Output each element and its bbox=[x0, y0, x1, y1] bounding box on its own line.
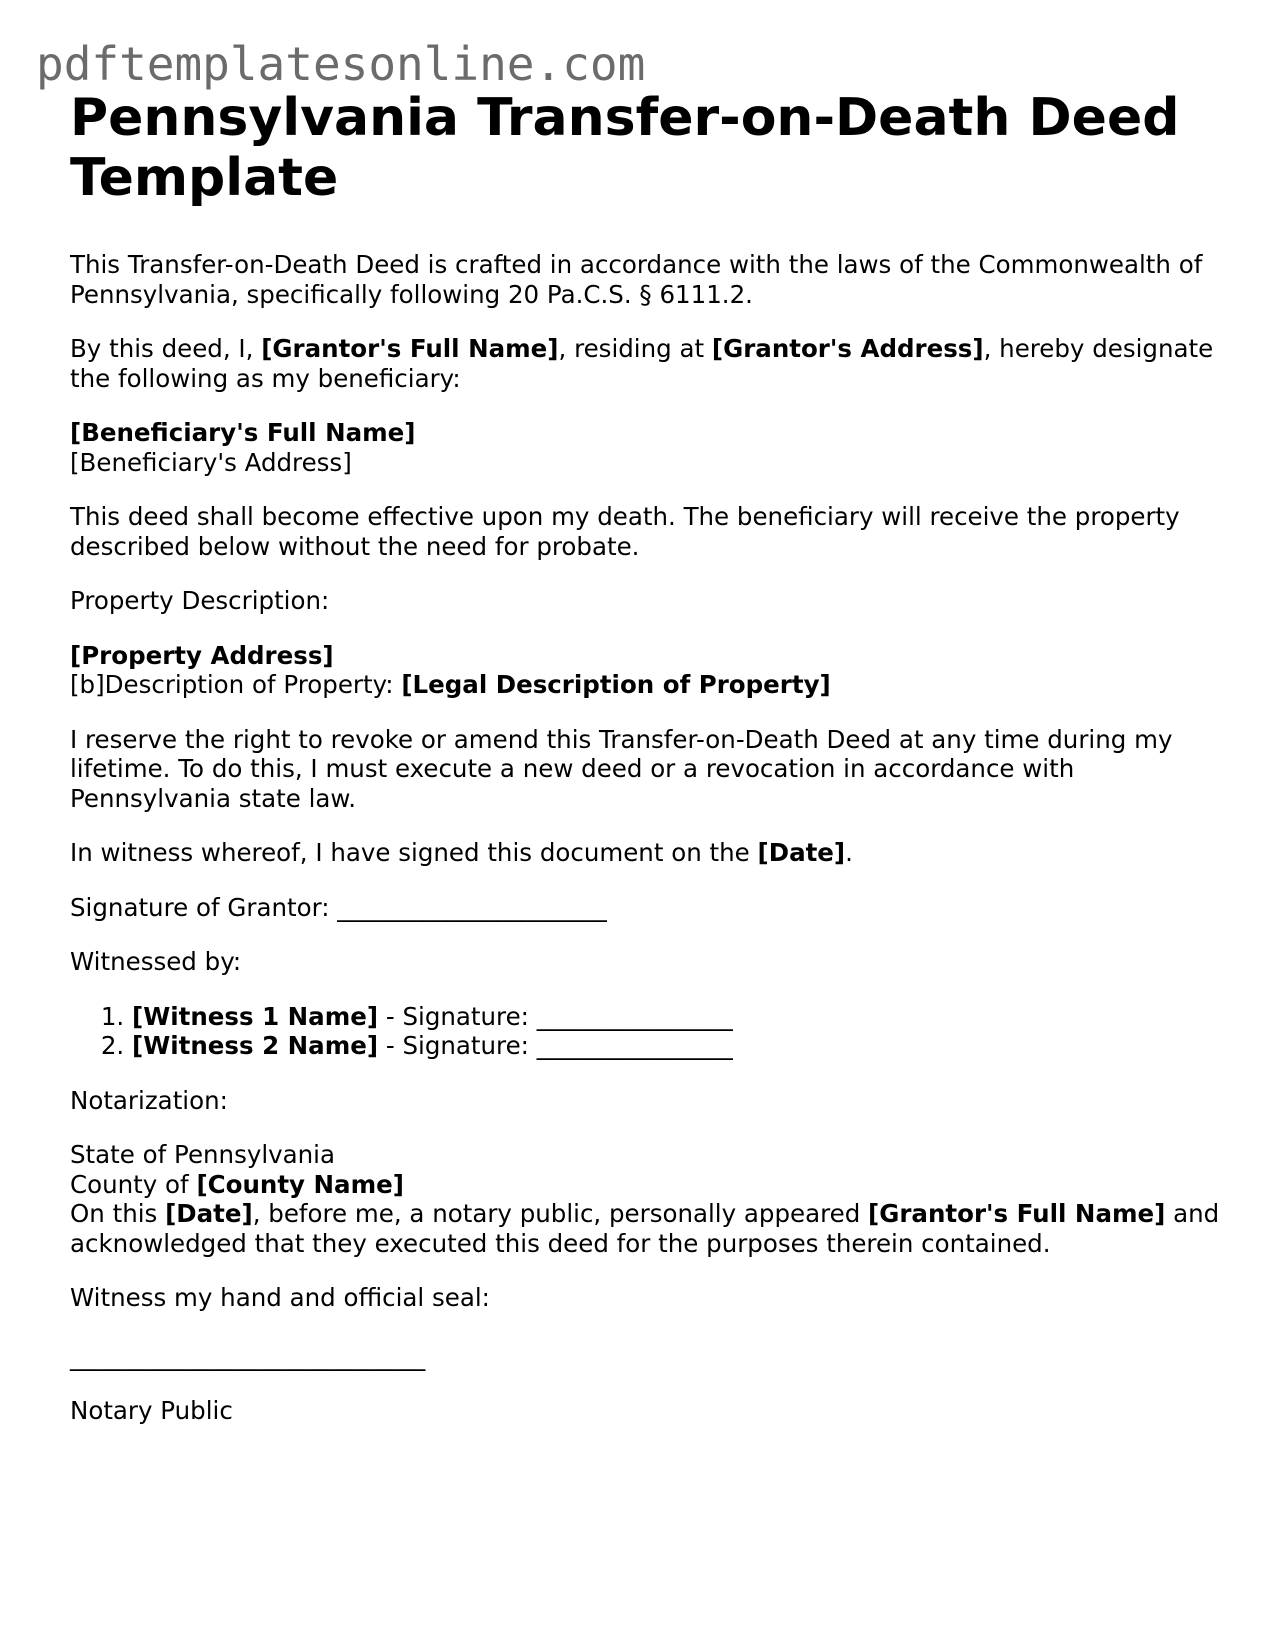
list-item bbox=[132, 1031, 1220, 1061]
date-placeholder: [Date] bbox=[757, 838, 846, 867]
beneficiary-block bbox=[70, 418, 1220, 477]
intro-paragraph: This Transfer-on-Death Deed is crafted in accordance with the laws of the Commonwealth of Pennsylvania, specifically following 20 Pa.C.S. § 6111.2. bbox=[70, 250, 1203, 309]
property-block bbox=[70, 641, 1220, 700]
revocation-paragraph: I reserve the right to revoke or amend this Transfer-on-Death Deed at any time during my lifetime. To do this, I must execute a new deed or a revocation in accordance with Pennsylvania state law. bbox=[70, 724, 1173, 813]
witness-name-placeholder: [Witness 2 Name] bbox=[132, 1031, 379, 1060]
legal-description-placeholder: [Legal Description of Property] bbox=[401, 670, 831, 699]
grantor-address-placeholder: [Grantor's Address] bbox=[711, 334, 984, 363]
beneficiary-name-placeholder: [Beneficiary's Full Name] bbox=[70, 418, 416, 447]
seal-line: Witness my hand and official seal: bbox=[70, 1283, 490, 1312]
witness-signature-line: - Signature: ________________ bbox=[378, 1031, 733, 1060]
county-name-placeholder: [County Name] bbox=[196, 1169, 404, 1199]
designation-paragraph: By this deed, I, [Grantor's Full Name], residing at [Grantor's Address], hereby designate the following as my beneficiary: bbox=[70, 334, 1214, 393]
grantor-signature-line: Signature of Grantor: ______________________ bbox=[70, 892, 607, 922]
witness-name-placeholder: [Witness 1 Name] bbox=[132, 1001, 379, 1031]
property-address-placeholder: [Property Address] bbox=[70, 640, 334, 670]
notary-public-label: Notary Public bbox=[70, 1396, 233, 1425]
witness-clause: In witness whereof, I have signed this document on the [Date]. bbox=[70, 838, 853, 867]
witness-signature-line: - Signature: ________________ bbox=[378, 1001, 733, 1031]
grantor-name-placeholder: [Grantor's Full Name] bbox=[868, 1199, 1166, 1228]
list-item bbox=[132, 1002, 1220, 1032]
watermark-logo: pdftemplatesonline.com bbox=[36, 37, 646, 91]
notarization-block: State of Pennsylvania County of [County Name] On this [Date], before me, a notary public, personally appeared [Grantor's Full Name] and acknowledged that they executed this deed for the purposes therein contained. bbox=[70, 1140, 1220, 1258]
document-body bbox=[70, 88, 1220, 1426]
notary-signature-line: _____________________________ bbox=[70, 1341, 426, 1371]
witnessed-by-label: Witnessed by: bbox=[70, 947, 242, 976]
document-title: Pennsylvania Transfer-on-Death Deed Template bbox=[70, 88, 1180, 208]
notarization-heading: Notarization: bbox=[70, 1085, 228, 1115]
beneficiary-address-placeholder: [Beneficiary's Address] bbox=[70, 447, 352, 477]
property-description-label: [b]Description of Property: bbox=[70, 670, 402, 699]
date-placeholder: [Date] bbox=[165, 1199, 253, 1228]
notary-state: State of Pennsylvania bbox=[70, 1140, 336, 1169]
property-heading: Property Description: bbox=[70, 586, 330, 615]
witness-list bbox=[70, 1002, 1220, 1061]
effective-paragraph: This deed shall become effective upon my death. The beneficiary will receive the property described below without the need for probate. bbox=[70, 502, 1180, 561]
grantor-name-placeholder: [Grantor's Full Name] bbox=[261, 334, 559, 363]
